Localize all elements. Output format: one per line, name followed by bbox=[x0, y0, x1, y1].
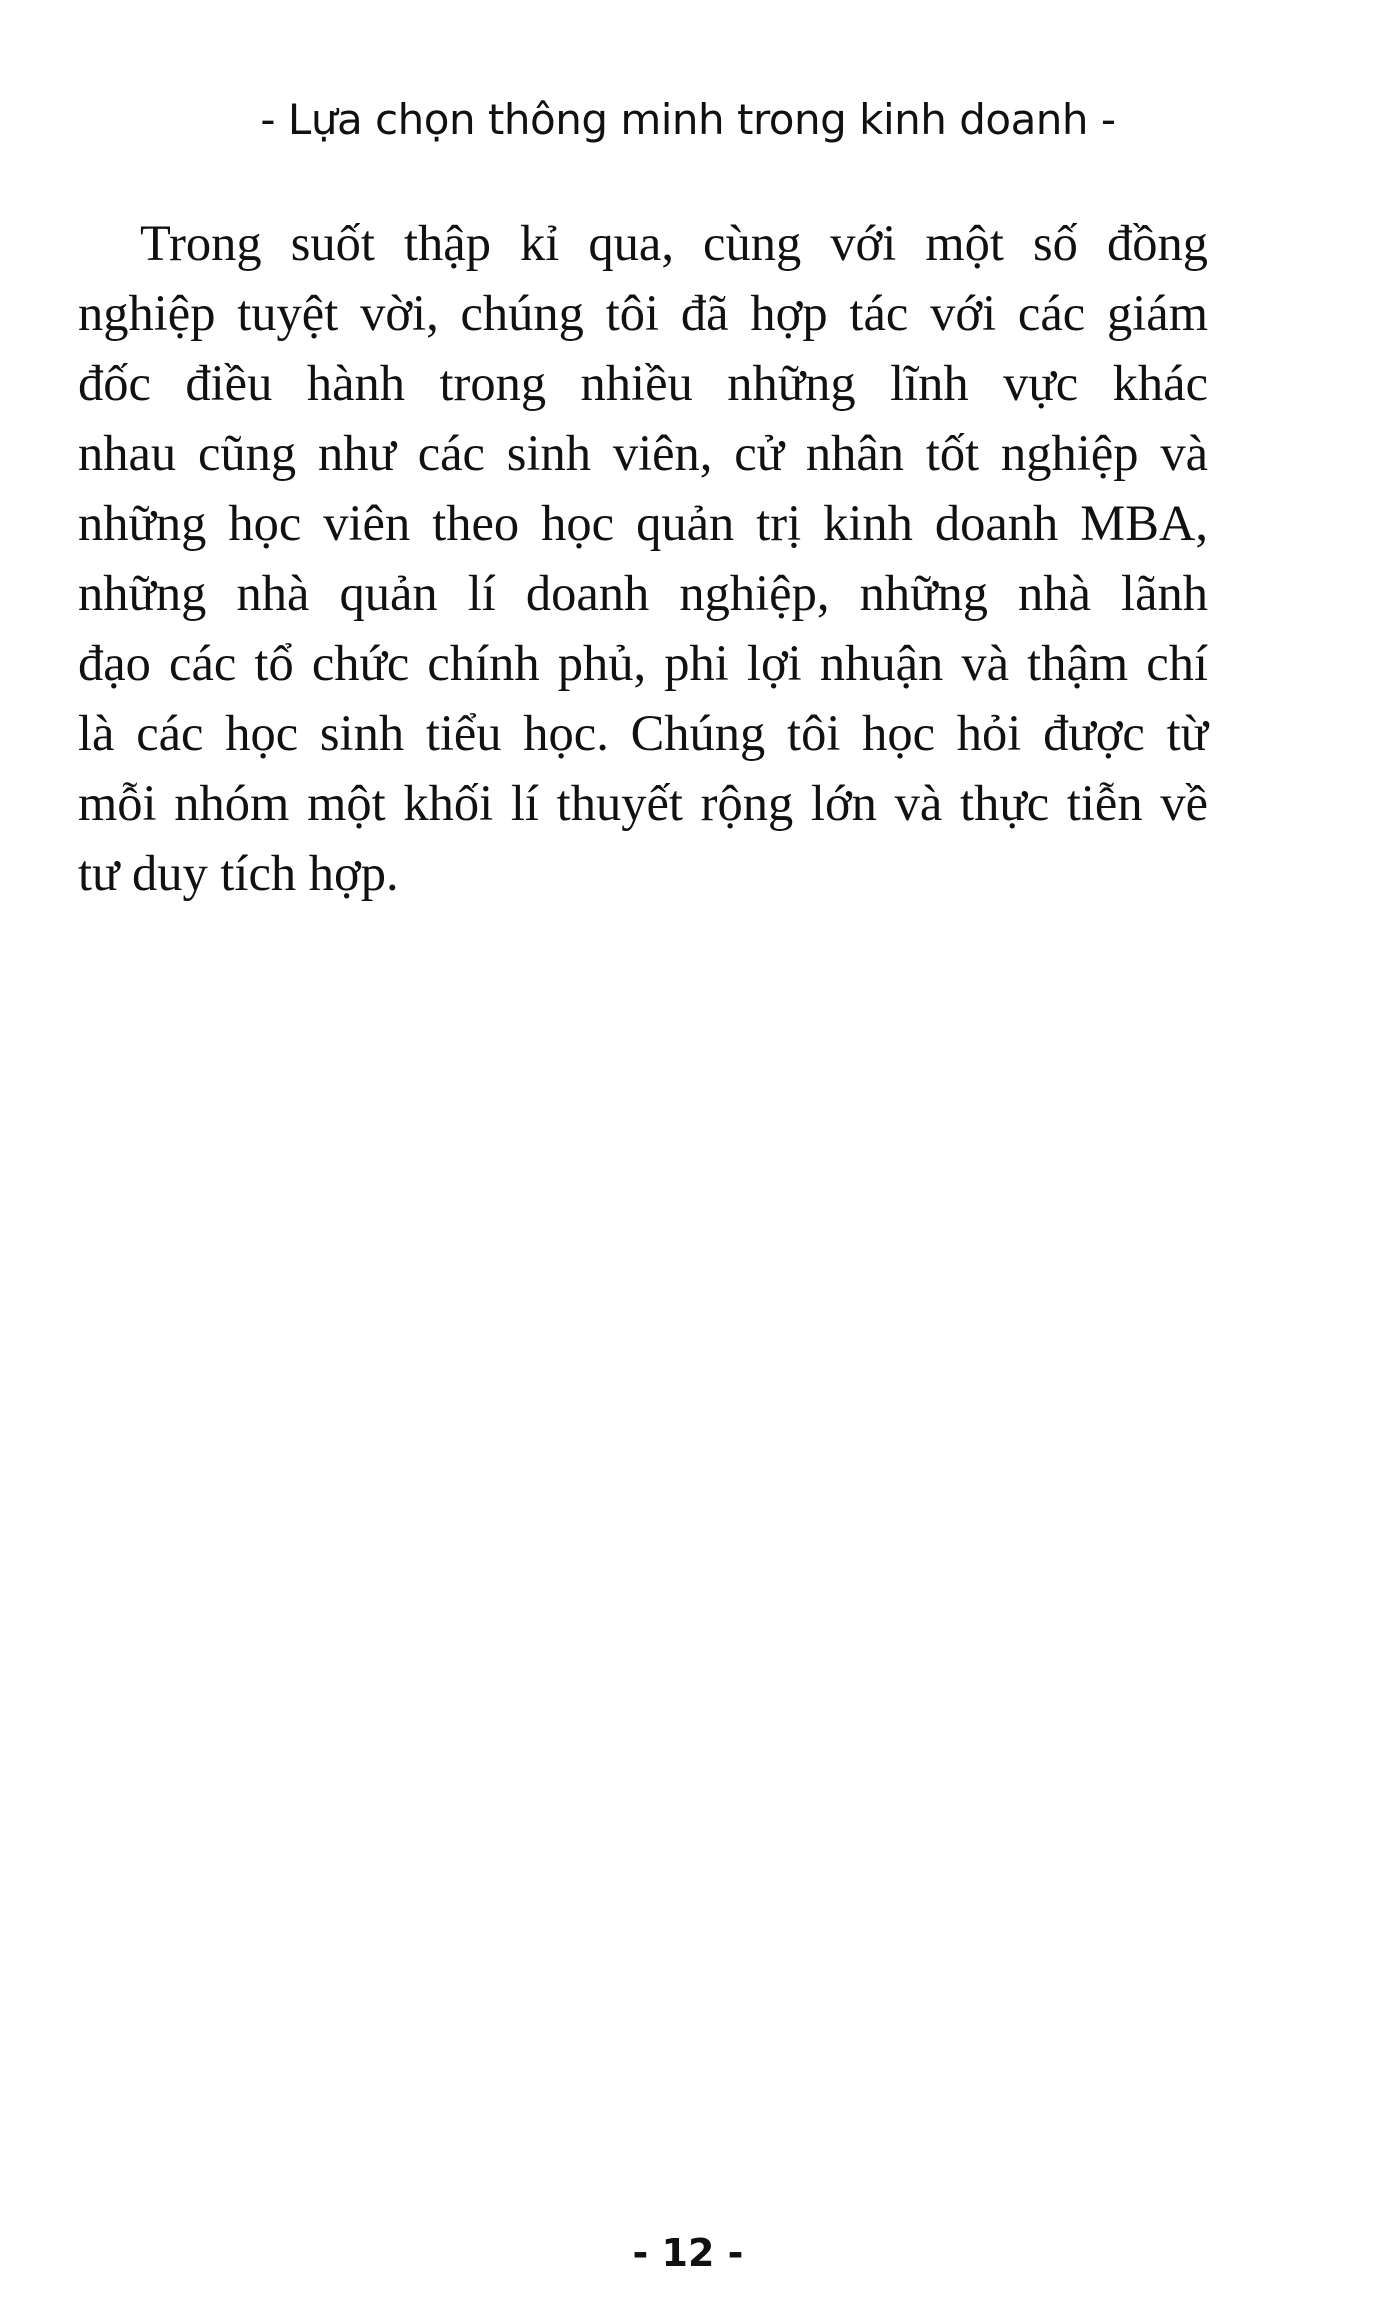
paragraph-line: mỗi nhóm một khối lí thuyết rộng lớn và thực tiễn về bbox=[78, 775, 1208, 831]
running-header: - Lựa chọn thông minh trong kinh doanh - bbox=[260, 95, 1116, 144]
paragraph-line: là các học sinh tiểu học. Chúng tôi học hỏi được từ bbox=[78, 705, 1208, 761]
paragraph-line: tư duy tích hợp. bbox=[78, 845, 399, 901]
paragraph-line: đốc điều hành trong nhiều những lĩnh vực khác bbox=[78, 355, 1208, 411]
body-paragraph bbox=[78, 208, 1208, 908]
paragraph-line: nghiệp tuyệt vời, chúng tôi đã hợp tác với các giám bbox=[78, 285, 1208, 341]
page-number: - 12 - bbox=[632, 2231, 744, 2275]
paragraph-line: nhau cũng như các sinh viên, cử nhân tốt nghiệp và bbox=[78, 425, 1208, 481]
paragraph-line: Trong suốt thập kỉ qua, cùng với một số đồng bbox=[140, 215, 1208, 271]
paragraph-line: những nhà quản lí doanh nghiệp, những nhà lãnh bbox=[78, 565, 1208, 621]
paragraph-line: những học viên theo học quản trị kinh doanh MBA, bbox=[78, 495, 1208, 551]
paragraph-line: đạo các tổ chức chính phủ, phi lợi nhuận và thậm chí bbox=[78, 635, 1208, 691]
